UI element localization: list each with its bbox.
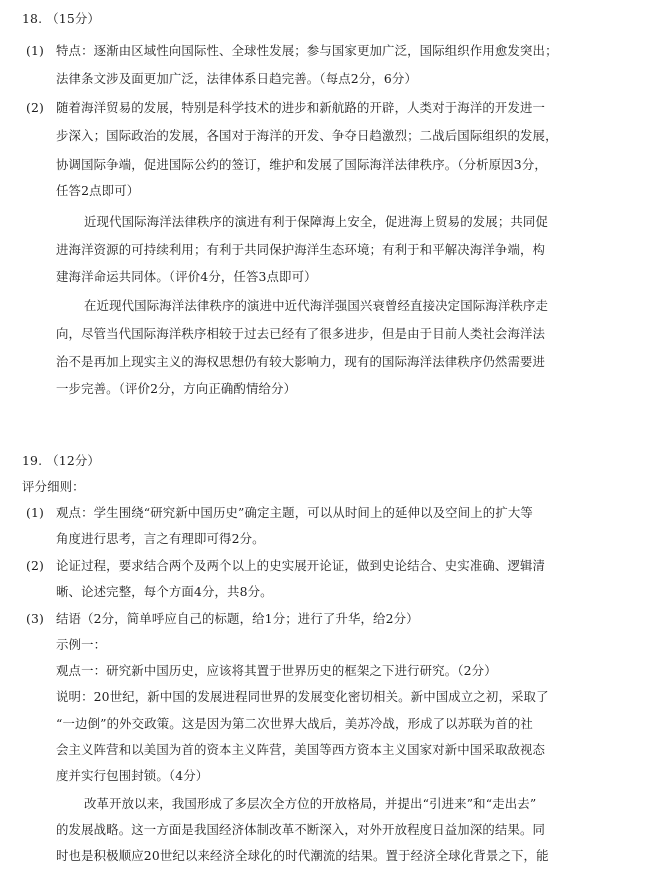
q18-heading: 18. （15分） bbox=[22, 11, 100, 26]
q19-explain-line-3: 会主义阵营和以美国为首的资本主义阵营，美国等西方资本主义国家对新中国采取敌视态 bbox=[56, 742, 546, 757]
q19-p2-line-1: 论证过程，要求结合两个及两个以上的史实展开论证，做到史论结合、史实准确、逻辑清 bbox=[56, 558, 546, 573]
q18-p3-line-1: 近现代国际海洋法律秩序的演进有利于保障海上安全，促进海上贸易的发展；共同促 bbox=[84, 214, 549, 229]
q18-p4-line-3: 治不是再加上现实主义的海权思想仍有较大影响力，现有的国际海洋法律秩序仍然需要进 bbox=[56, 354, 546, 369]
q19-p1-line-2: 角度进行思考，言之有理即可得2分。 bbox=[56, 531, 265, 546]
q18-p4-line-2: 向，尽管当代国际海洋秩序相较于过去已经有了很多进步，但是由于目前人类社会海洋法 bbox=[56, 326, 546, 341]
q19-item-marker-1: (1) bbox=[26, 505, 45, 520]
q19-item-marker-2: (2) bbox=[26, 558, 45, 573]
q19-reform-line-2: 的发展战略。这一方面是我国经济体制改革不断深入，对外开放程度日益加深的结果。同 bbox=[56, 822, 546, 837]
q19-explain-line-2: “一边倒”的外交政策。这是因为第二次世界大战后，美苏冷战，形成了以苏联为首的社 bbox=[56, 716, 533, 731]
q18-p3-line-2: 进海洋资源的可持续利用；有利于共同保护海洋生态环境；有利于和平解决海洋争端，构 bbox=[56, 242, 546, 257]
q19-explain-line-4: 度并实行包围封锁。（4分） bbox=[56, 768, 209, 783]
q19-p1-line-1: 观点：学生围绕“研究新中国历史”确定主题，可以从时间上的延伸以及空间上的扩大等 bbox=[56, 505, 533, 520]
q18-p1-line-2: 法律条文涉及面更加广泛，法律体系日趋完善。（每点2分，6分） bbox=[56, 71, 418, 86]
q18-p3-line-3: 建海洋命运共同体。（评价4分，任答3点即可） bbox=[56, 269, 317, 284]
q19-explain-line-1: 说明：20世纪，新中国的发展进程同世界的发展变化密切相关。新中国成立之初，采取了 bbox=[56, 689, 549, 704]
q19-reform-line-1: 改革开放以来，我国形成了多层次全方位的开放格局，并提出“引进来”和“走出去” bbox=[84, 796, 537, 811]
q18-item-marker-1: (1) bbox=[26, 43, 45, 58]
q18-p2-line-2: 步深入；国际政治的发展，各国对于海洋的开发、争夺日趋激烈；二战后国际组织的发展， bbox=[56, 128, 558, 143]
q19-view-line: 观点一：研究新中国历史，应该将其置于世界历史的框架之下进行研究。（2分） bbox=[56, 663, 497, 678]
q18-item-marker-2: (2) bbox=[26, 100, 45, 115]
q19-item-marker-3: (3) bbox=[26, 611, 45, 626]
q18-p4-line-1: 在近现代国际海洋法律秩序的演进中近代海洋强国兴衰曾经直接决定国际海洋秩序走 bbox=[84, 298, 549, 313]
q18-p2-line-3: 协调国际争端，促进国际公约的签订，维护和发展了国际海洋法律秩序。（分析原因3分， bbox=[56, 157, 547, 172]
q19-rubric-label: 评分细则： bbox=[22, 479, 85, 494]
q19-reform-line-3: 时也是积极顺应20世纪以来经济全球化的时代潮流的结果。置于经济全球化背景之下，能 bbox=[56, 848, 549, 863]
q19-heading: 19. （12分） bbox=[22, 453, 100, 468]
q18-p2-line-4: 任答2点即可） bbox=[56, 183, 140, 198]
q18-p2-line-1: 随着海洋贸易的发展，特别是科学技术的进步和新航路的开辟，人类对于海洋的开发进一 bbox=[56, 100, 546, 115]
q19-example-label: 示例一： bbox=[56, 637, 107, 652]
q18-p4-line-4: 一步完善。（评价2分，方向正确酌情给分） bbox=[56, 381, 297, 396]
q19-p3-line: 结语（2分，简单呼应自己的标题，给1分；进行了升华，给2分） bbox=[56, 611, 419, 626]
q18-p1-line-1: 特点：逐渐由区域性向国际性、全球性发展；参与国家更加广泛，国际组织作用愈发突出； bbox=[56, 43, 558, 58]
q19-p2-line-2: 晰、论述完整，每个方面4分，共8分。 bbox=[56, 584, 273, 599]
